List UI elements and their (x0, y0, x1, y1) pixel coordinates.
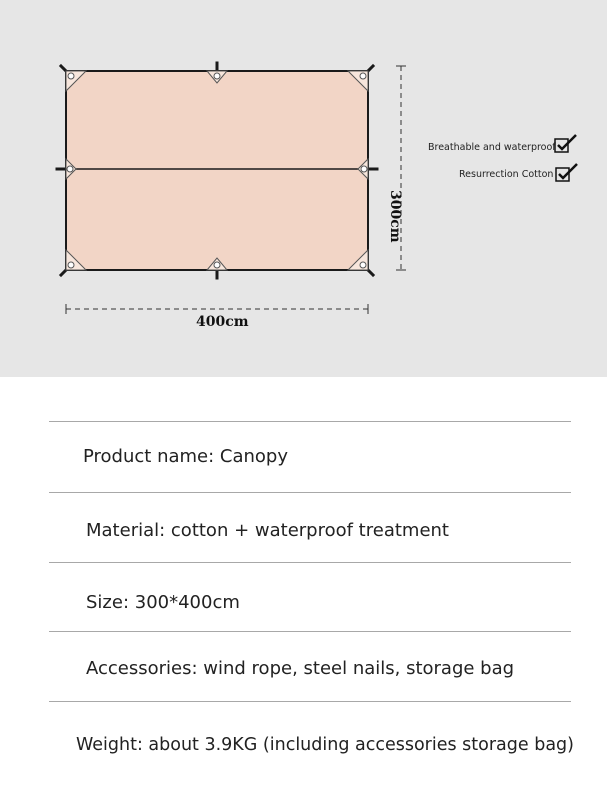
checkmark-icon (555, 163, 579, 183)
divider (49, 562, 571, 563)
divider (49, 701, 571, 702)
divider (49, 421, 571, 422)
spec-weight: Weight: about 3.9KG (including accessories storage bag) (76, 735, 574, 755)
spec-product-name: Product name: Canopy (83, 446, 288, 467)
spec-list (0, 377, 607, 800)
diagram-panel (0, 0, 607, 377)
feature-cotton: Resurrection Cotton (459, 169, 554, 180)
width-label: 400cm (196, 314, 249, 330)
spec-size: Size: 300*400cm (86, 592, 240, 613)
divider (49, 492, 571, 493)
checkmark-icon (554, 134, 578, 154)
feature-breathable: Breathable and waterproof (428, 142, 556, 153)
canopy-tarp (66, 71, 368, 270)
divider (49, 631, 571, 632)
height-label: 300cm (387, 190, 403, 243)
width-dimension-line (66, 304, 368, 314)
spec-accessories: Accessories: wind rope, steel nails, storage bag (86, 658, 515, 679)
canopy-diagram (0, 0, 607, 377)
spec-material: Material: cotton + waterproof treatment (86, 520, 449, 541)
